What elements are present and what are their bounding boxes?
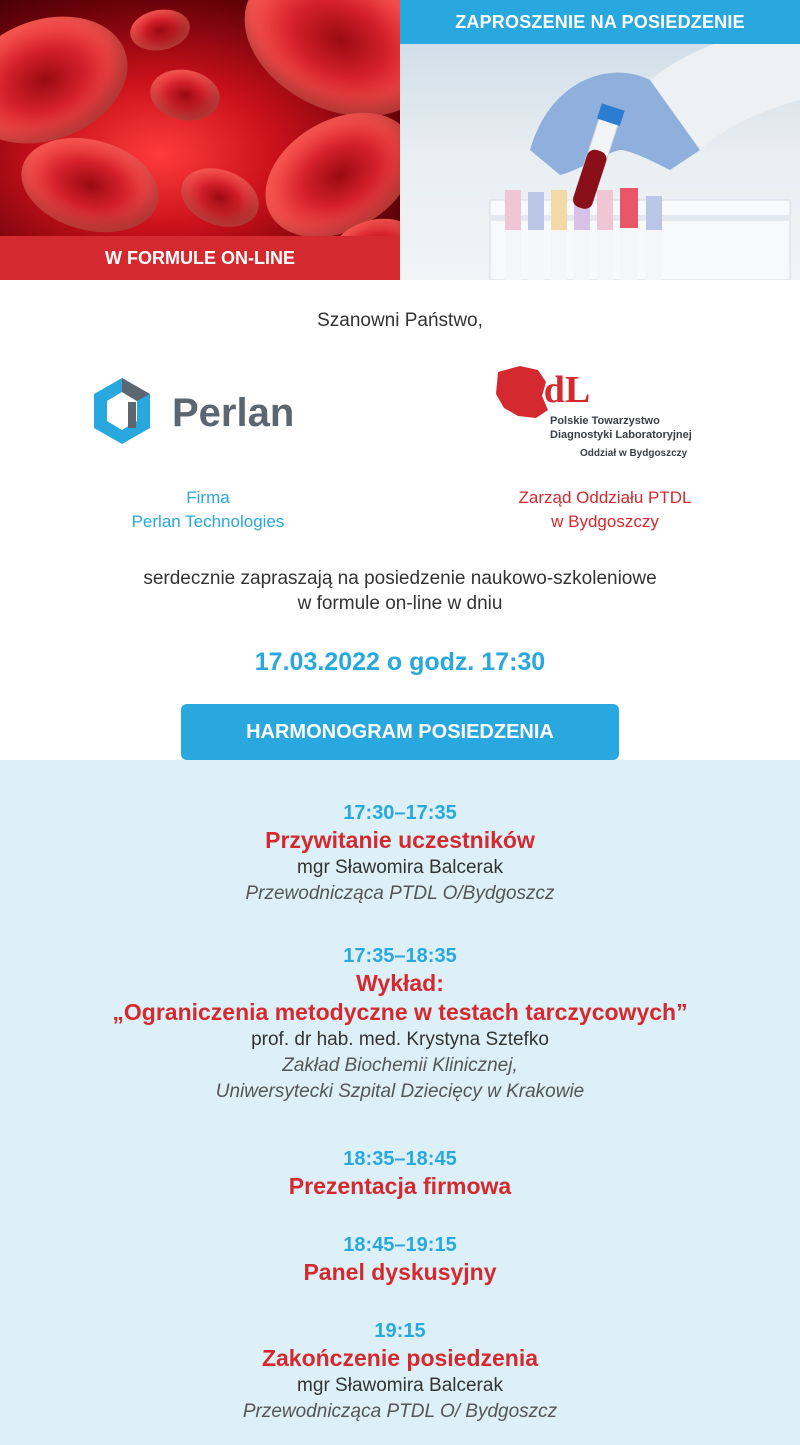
schedule-time: 19:15 [374, 1320, 426, 1342]
schedule-item [0, 800, 800, 907]
schedule-title: Wykład: [356, 970, 444, 996]
schedule-time: 17:35–18:35 [343, 945, 457, 967]
header-banner [0, 0, 800, 280]
ptdl-logo-sub1: Polskie Towarzystwo [550, 415, 660, 427]
invitation-line1: serdecznie zapraszają na posiedzenie naukowo-szkoleniowe [143, 568, 657, 589]
ptdl-logo-text: ptdL [510, 369, 591, 411]
organizer-perlan [98, 486, 318, 534]
schedule-item [0, 1318, 800, 1425]
online-format-ribbon: W FORMULE ON-LINE [0, 236, 400, 280]
ptdl-logo-sub2: Diagnostyki Laboratoryjnej [550, 429, 692, 441]
organizer-ptdl-line2: w Bydgoszczy [551, 512, 659, 531]
perlan-logo-text: Perlan [172, 391, 295, 435]
schedule-item [0, 1146, 800, 1201]
invitation-text [0, 566, 800, 616]
harmonogram-header: HARMONOGRAM POSIEDZENIA [181, 704, 619, 760]
schedule-speaker: mgr Sławomira Balcerak [297, 857, 503, 878]
ptdl-logo-sub3: Oddział w Bydgoszczy [580, 448, 688, 459]
schedule-speaker: mgr Sławomira Balcerak [297, 1375, 503, 1396]
schedule-time: 17:30–17:35 [343, 802, 457, 824]
schedule-title: Przywitanie uczestników [265, 827, 535, 853]
schedule-affiliation: Zakład Biochemii Klinicznej, [282, 1055, 518, 1076]
invitation-ribbon: ZAPROSZENIE NA POSIEDZENIE [400, 0, 800, 44]
schedule-title: Panel dyskusyjny [303, 1259, 497, 1285]
schedule-section [0, 760, 800, 1445]
schedule-affiliation: Przewodnicząca PTDL O/ Bydgoszcz [242, 1401, 558, 1422]
organizer-ptdl [470, 486, 740, 534]
event-datetime: 17.03.2022 o godz. 17:30 [254, 648, 546, 676]
schedule-speaker: prof. dr hab. med. Krystyna Sztefko [251, 1029, 549, 1050]
schedule-time: 18:45–19:15 [343, 1234, 457, 1256]
ptdl-logo [490, 362, 710, 462]
organizer-perlan-line1: Firma [186, 488, 230, 507]
organizer-perlan-line2: Perlan Technologies [131, 512, 285, 531]
perlan-logo [92, 372, 332, 452]
schedule-affiliation: Przewodnicząca PTDL O/Bydgoszcz [245, 883, 555, 904]
invitation-line2: w formule on-line w dniu [297, 593, 503, 614]
organizer-ptdl-line1: Zarząd Oddziału PTDL [518, 488, 692, 507]
schedule-item [0, 1232, 800, 1287]
schedule-title: Zakończenie posiedzenia [261, 1345, 539, 1371]
schedule-lecture-title: „Ograniczenia metodyczne w testach tarczycowych” [112, 999, 688, 1025]
schedule-affiliation-line2: Uniwersytecki Szpital Dziecięcy w Krakowie [215, 1081, 585, 1102]
greeting: Szanowni Państwo, [317, 310, 483, 331]
schedule-time: 18:35–18:45 [343, 1148, 457, 1170]
schedule-item [0, 943, 800, 1105]
schedule-title: Prezentacja firmowa [288, 1173, 512, 1199]
